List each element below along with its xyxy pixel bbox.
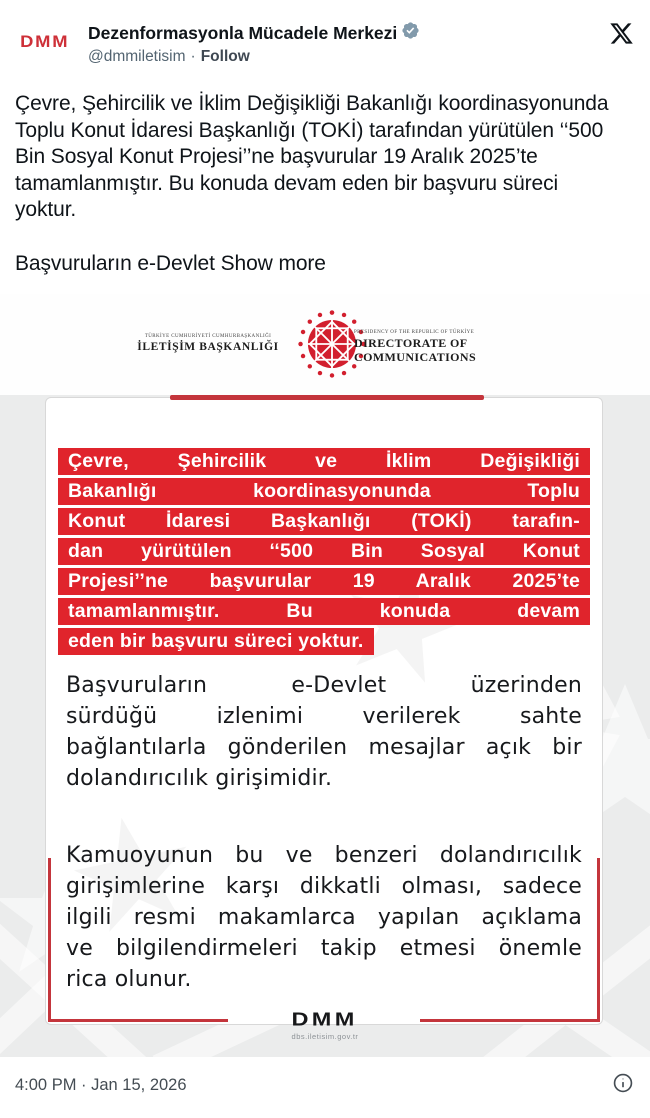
- logo-right-main-line2: COMMUNICATIONS: [354, 349, 477, 364]
- tweet-text-truncated-line: [15, 251, 619, 278]
- body-paragraph-2: [66, 840, 582, 995]
- logo-right-main-line1: DIRECTORATE OF: [354, 336, 468, 350]
- author-block: [88, 20, 609, 67]
- banner-line: Projesi’’ne başvurular 19 Aralık 2025’te: [58, 568, 590, 595]
- logo-left-small-text: TÜRKİYE CUMHURİYETİ CUMHURBAŞKANLIĞI: [144, 334, 272, 339]
- verified-badge-icon: [401, 21, 420, 45]
- paragraph-line: sürdüğü izlenimi verilerek sahte: [66, 704, 582, 729]
- logo-left-main-text: İLETİŞİM BAŞKANLIĞI: [137, 341, 279, 353]
- paragraph-line: dolandırıcılık girişimidir.: [66, 766, 333, 791]
- iletisim-baskanligi-logo: [108, 334, 308, 353]
- follow-button[interactable]: Follow: [200, 48, 250, 65]
- tweet-header: [0, 0, 650, 67]
- x-logo-icon[interactable]: [609, 21, 634, 51]
- author-handle[interactable]: @dmmiletisim: [88, 48, 186, 65]
- highlighted-statement: [58, 448, 590, 658]
- announcement-card: [45, 397, 603, 1025]
- paragraph-line: Kamuoyunun bu ve benzeri dolandırıcılık: [66, 843, 582, 868]
- card-top-accent-line: [170, 395, 484, 400]
- banner-line: Bakanlığı koordinasyonunda Toplu: [58, 478, 590, 505]
- banner-line: Çevre, Şehircilik ve İklim Değişikliği: [58, 448, 590, 475]
- paragraph-line: ilgili resmi makamlarca yapılan açıklama: [66, 905, 582, 930]
- info-icon[interactable]: [612, 1072, 634, 1099]
- banner-line: eden bir başvuru süreci yoktur.: [58, 628, 374, 655]
- directorate-of-communications-logo: [354, 330, 574, 364]
- tweet-footer: [0, 1072, 650, 1099]
- tweet-text-prefix: Başvuruların e-Devlet: [15, 251, 215, 275]
- show-more-link[interactable]: Show more: [220, 251, 326, 275]
- author-name[interactable]: Dezenformasyonla Mücadele Merkezi: [88, 22, 398, 43]
- tweet-media-image[interactable]: [0, 294, 650, 1057]
- body-paragraph-1: [66, 670, 582, 794]
- banner-line: tamamlanmıştır. Bu konuda devam: [58, 598, 590, 625]
- dmm-wordmark: DMM: [291, 1009, 359, 1030]
- paragraph-line: Başvuruların e-Devlet üzerinden: [66, 673, 582, 698]
- timestamp[interactable]: 4:00 PM · Jan 15, 2026: [15, 1076, 187, 1094]
- dmm-url-text: dbs.iletisim.gov.tr: [291, 1032, 359, 1041]
- banner-line: Konut İdaresi Başkanlığı (TOKİ) tarafın-: [58, 508, 590, 535]
- paragraph-line: bağlantılarla gönderilen mesajlar açık bir: [66, 735, 582, 760]
- dot-separator: ·: [190, 48, 196, 65]
- tweet-text-paragraph: Çevre, Şehircilik ve İklim Değişikliği Bakanlığı koordinasyonunda Toplu Konut İdaresi Başkanlığı (TOKİ) tarafından yürütülen ‘‘500 Bin Sosyal Konut Projesi’’ne başvurular 19 Aralık 2025’te tamamlanmıştır. Bu konuda devam eden bir başvuru süreci yoktur.: [15, 92, 609, 221]
- avatar-dmm-wordmark: DMM: [20, 32, 70, 51]
- avatar[interactable]: [14, 20, 76, 64]
- banner-line: dan yürütülen ‘‘500 Bin Sosyal Konut: [58, 538, 590, 565]
- card-frame-left: [48, 858, 51, 1022]
- paragraph-line: rica olunur.: [66, 967, 192, 992]
- logo-right-small-text: PRESIDENCY OF THE REPUBLIC OF TÜRKİYE: [354, 330, 475, 335]
- card-frame-right: [597, 858, 600, 1022]
- tweet-text: [0, 91, 637, 277]
- paragraph-line: girişimlerine karşı dikkatli olması, sadece: [66, 874, 582, 899]
- dmm-footer-logo: [0, 1008, 650, 1041]
- embed-logo-strip: [0, 294, 650, 395]
- paragraph-line: ve bilgilendirmeleri takip etmesi önemle: [66, 936, 582, 961]
